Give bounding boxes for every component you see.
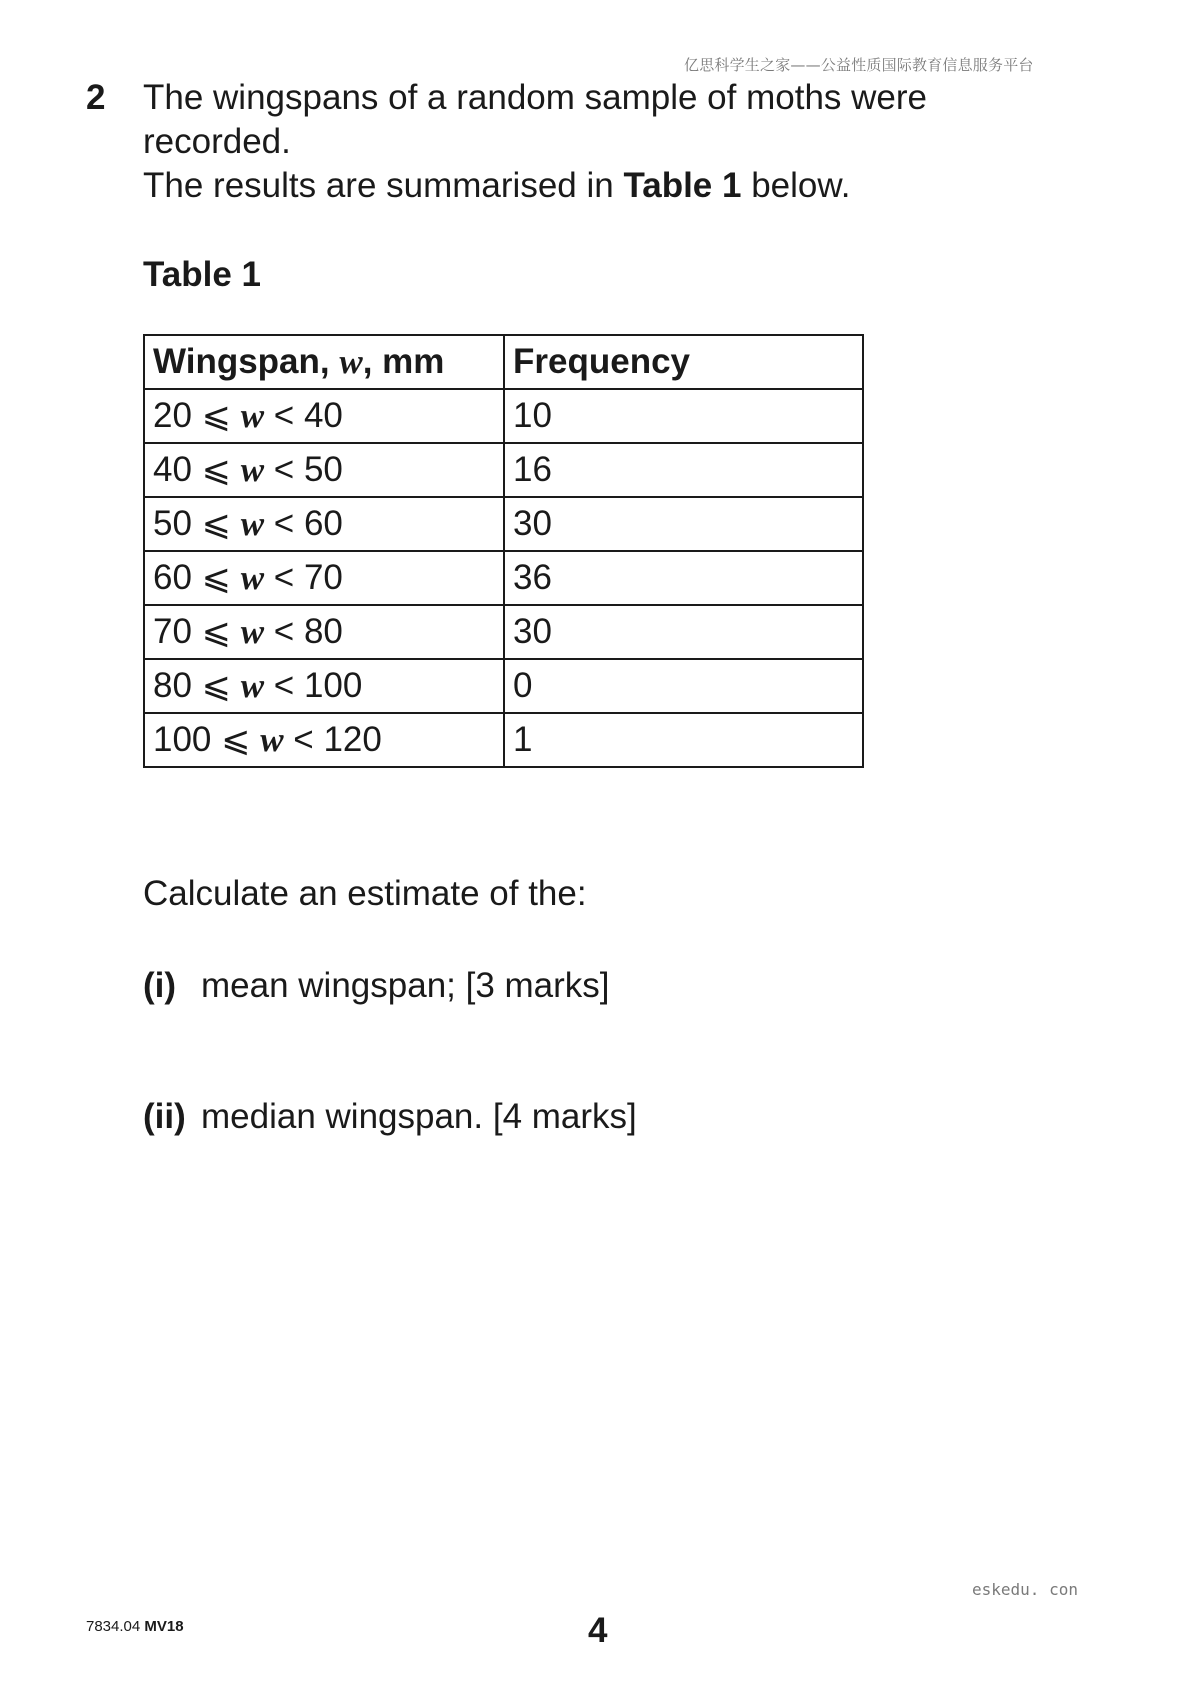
wingspan-variable: w — [240, 666, 265, 705]
header-frequency: Frequency — [504, 335, 863, 389]
wingspan-variable: w — [240, 450, 265, 489]
table-row — [144, 497, 863, 551]
wingspan-cell — [144, 389, 504, 443]
frequency-cell: 16 — [504, 443, 863, 497]
wingspan-cell — [144, 659, 504, 713]
wingspan-upper-bound: 40 — [303, 396, 343, 435]
less-than-sign: < — [264, 396, 304, 435]
stem-line-1: The wingspans of a random sample of moths were recorded. — [143, 78, 927, 161]
table-caption: Table 1 — [143, 255, 262, 294]
less-than-sign: < — [264, 558, 304, 597]
stem-table-reference: Table 1 — [623, 166, 742, 205]
less-equal-sign: ⩽ — [191, 504, 241, 543]
wingspan-lower-bound: 70 — [153, 612, 192, 651]
part-ii — [143, 1097, 637, 1137]
less-than-sign: < — [264, 504, 304, 543]
wingspan-upper-bound: 100 — [303, 666, 363, 705]
part-ii-text: median wingspan. [4 marks] — [201, 1097, 637, 1136]
table-row — [144, 659, 863, 713]
frequency-cell: 36 — [504, 551, 863, 605]
table-row — [144, 605, 863, 659]
less-than-sign: < — [264, 666, 304, 705]
wingspan-cell — [144, 497, 504, 551]
wingspan-upper-bound: 50 — [303, 450, 343, 489]
frequency-cell: 0 — [504, 659, 863, 713]
less-equal-sign: ⩽ — [191, 396, 241, 435]
footer-code-prefix: 7834.04 — [86, 1618, 145, 1635]
page-number: 4 — [588, 1611, 608, 1650]
stem-line-2-after: below. — [741, 166, 851, 205]
wingspan-upper-bound: 70 — [303, 558, 343, 597]
footer-code — [86, 1618, 184, 1635]
wingspan-upper-bound: 80 — [303, 612, 343, 651]
question-number: 2 — [86, 78, 106, 117]
wingspan-lower-bound: 40 — [153, 450, 192, 489]
instruction-text: Calculate an estimate of the: — [143, 874, 587, 913]
less-than-sign: < — [264, 450, 304, 489]
part-ii-label: (ii) — [143, 1097, 186, 1136]
header-wingspan — [144, 335, 504, 389]
wingspan-lower-bound: 60 — [153, 558, 192, 597]
wingspan-variable: w — [240, 504, 265, 543]
frequency-cell: 1 — [504, 713, 863, 767]
less-equal-sign: ⩽ — [211, 720, 261, 759]
table-header-row — [144, 335, 863, 389]
wingspan-lower-bound: 80 — [153, 666, 192, 705]
wingspan-lower-bound: 50 — [153, 504, 192, 543]
stem-line-2-before: The results are summarised in — [143, 166, 624, 205]
table-row — [144, 443, 863, 497]
less-equal-sign: ⩽ — [191, 612, 241, 651]
frequency-table — [143, 334, 864, 768]
frequency-cell: 30 — [504, 605, 863, 659]
header-watermark: 亿思科学生之家——公益性质国际教育信息服务平台 — [684, 56, 1034, 74]
less-equal-sign: ⩽ — [191, 450, 241, 489]
wingspan-lower-bound: 20 — [153, 396, 192, 435]
wingspan-variable: w — [240, 612, 265, 651]
less-equal-sign: ⩽ — [191, 558, 241, 597]
wingspan-lower-bound: 100 — [153, 720, 212, 759]
wingspan-cell — [144, 551, 504, 605]
wingspan-variable: w — [240, 396, 265, 435]
wingspan-cell — [144, 605, 504, 659]
part-i — [143, 966, 610, 1006]
less-equal-sign: ⩽ — [191, 666, 241, 705]
table-row — [144, 389, 863, 443]
wingspan-variable: w — [240, 558, 265, 597]
frequency-cell: 10 — [504, 389, 863, 443]
question-stem — [143, 76, 1023, 208]
table-body — [144, 389, 863, 767]
wingspan-cell — [144, 713, 504, 767]
less-than-sign: < — [283, 720, 324, 759]
frequency-cell: 30 — [504, 497, 863, 551]
less-than-sign: < — [264, 612, 304, 651]
wingspan-upper-bound: 60 — [303, 504, 343, 543]
part-i-text: mean wingspan; [3 marks] — [201, 966, 610, 1005]
table-row — [144, 551, 863, 605]
part-i-label: (i) — [143, 966, 177, 1005]
wingspan-variable: w — [260, 720, 284, 759]
wingspan-upper-bound: 120 — [323, 720, 382, 759]
header-wingspan-suffix: , mm — [362, 342, 445, 381]
wingspan-cell — [144, 443, 504, 497]
header-wingspan-variable: w — [339, 342, 363, 381]
footer-watermark: eskedu. con — [972, 1580, 1078, 1599]
header-wingspan-prefix: Wingspan, — [153, 342, 340, 381]
stem-line-2 — [143, 164, 1023, 208]
footer-code-bold: MV18 — [144, 1618, 184, 1635]
table-row — [144, 713, 863, 767]
